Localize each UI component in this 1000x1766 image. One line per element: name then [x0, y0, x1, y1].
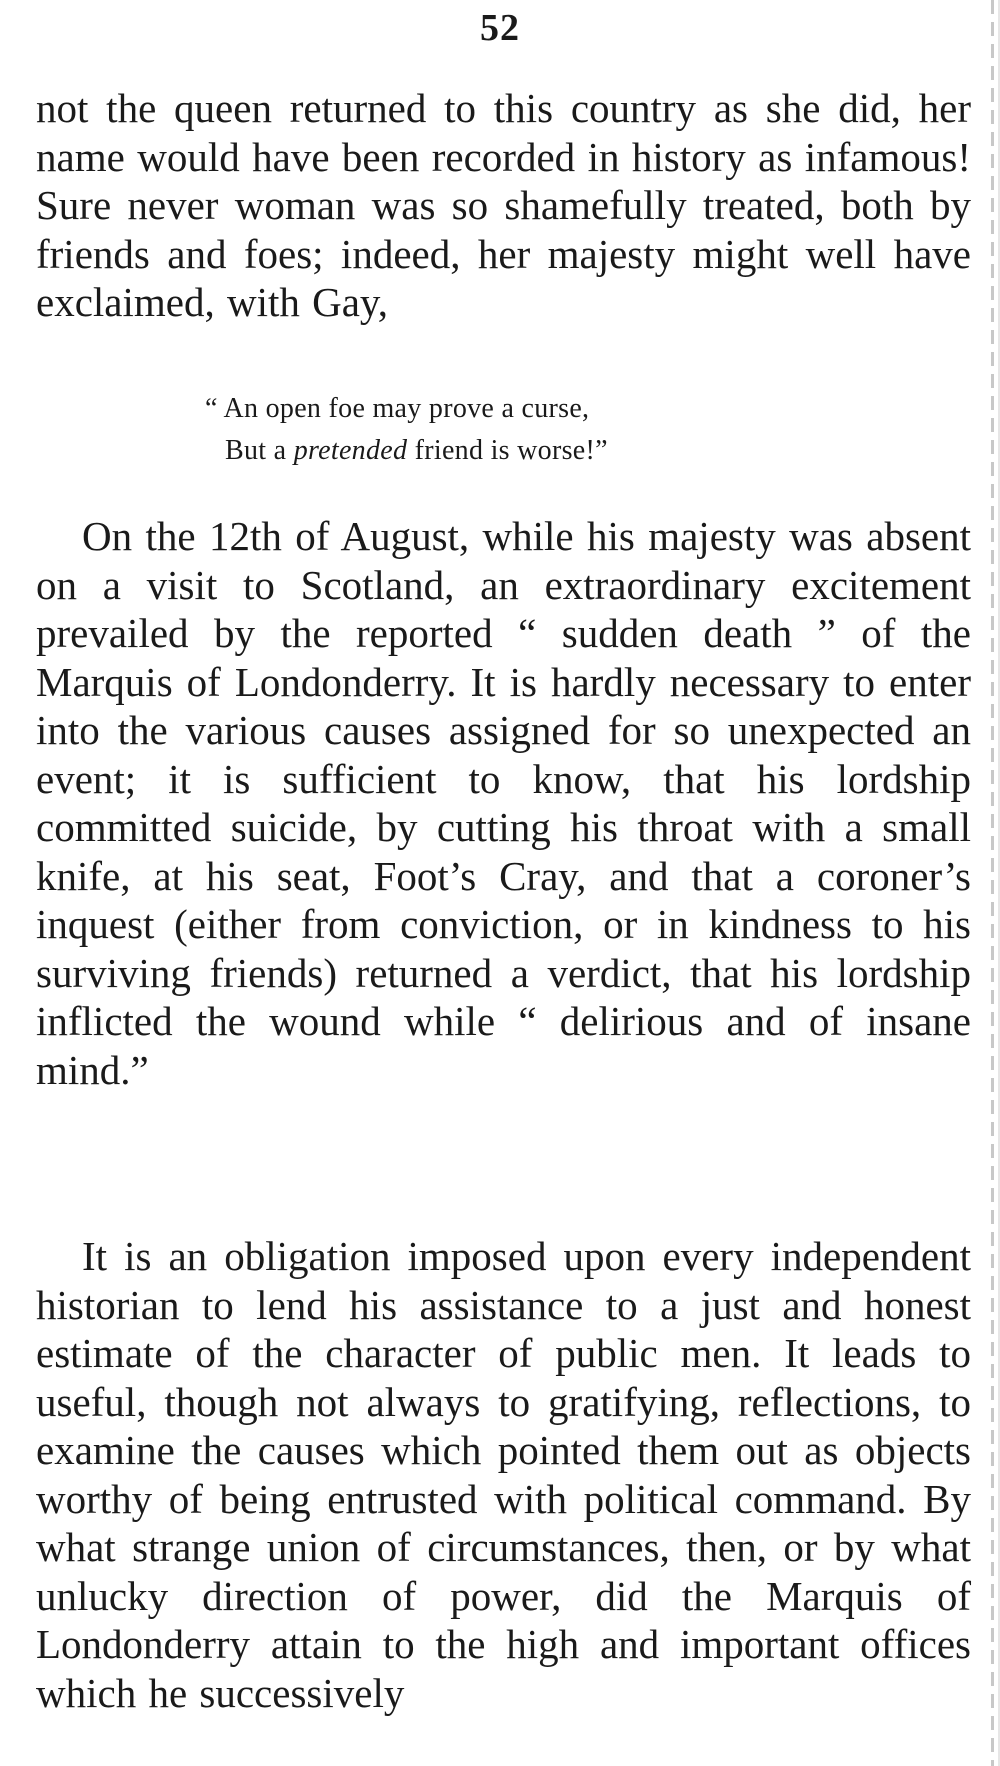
paragraph-continued: not the queen returned to this country as she did, her name would have been recorded in history as infamous! Sure never woman was so shamefully treated, both by friends and foes; indeed, her majesty might well have exclaimed, with Gay,: [36, 85, 971, 325]
page-number: 52: [480, 7, 520, 49]
verse-line-1: “ An open foe may prove a curse,: [205, 393, 590, 424]
verse-line-2-start: But a: [225, 435, 294, 466]
verse-emphasis: pretended: [293, 435, 408, 466]
paragraph-historian-obligation: It is an obligation imposed upon every independent historian to lend his assistance to a just and honest estimate of the character of public men. It leads to useful, though not always to gratifying, reflections, to examine the causes which pointed them out as objects worthy of being entrusted with political command. By what strange union of circumstances, then, or by what unlucky direction of power, did the Marquis of Londonderry attain to the high and important offices which he successively: [36, 1233, 971, 1716]
verse-line-2: [205, 430, 608, 472]
verse-line-2-end: friend is worse!”: [407, 435, 608, 466]
page-edge-shadow: [991, 0, 994, 1766]
paragraph-londonderry-death: On the 12th of August, while his majesty was absent on a visit to Scotland, an extraordinary excitement prevailed by the reported “ sudden death ” of the Marquis of Londonderry. It is hardly necessary to enter into the various causes assigned for so unexpected an event; it is sufficient to know, that his lordship committed suicide, by cutting his throat with a small knife, at his seat, Foot’s Cray, and that a coroner’s inquest (either from conviction, or in kindness to his surviving friends) returned a verdict, that his lordship inflicted the wound while “ delirious and of insane mind.”: [36, 513, 971, 1093]
verse-quotation: [205, 388, 608, 472]
